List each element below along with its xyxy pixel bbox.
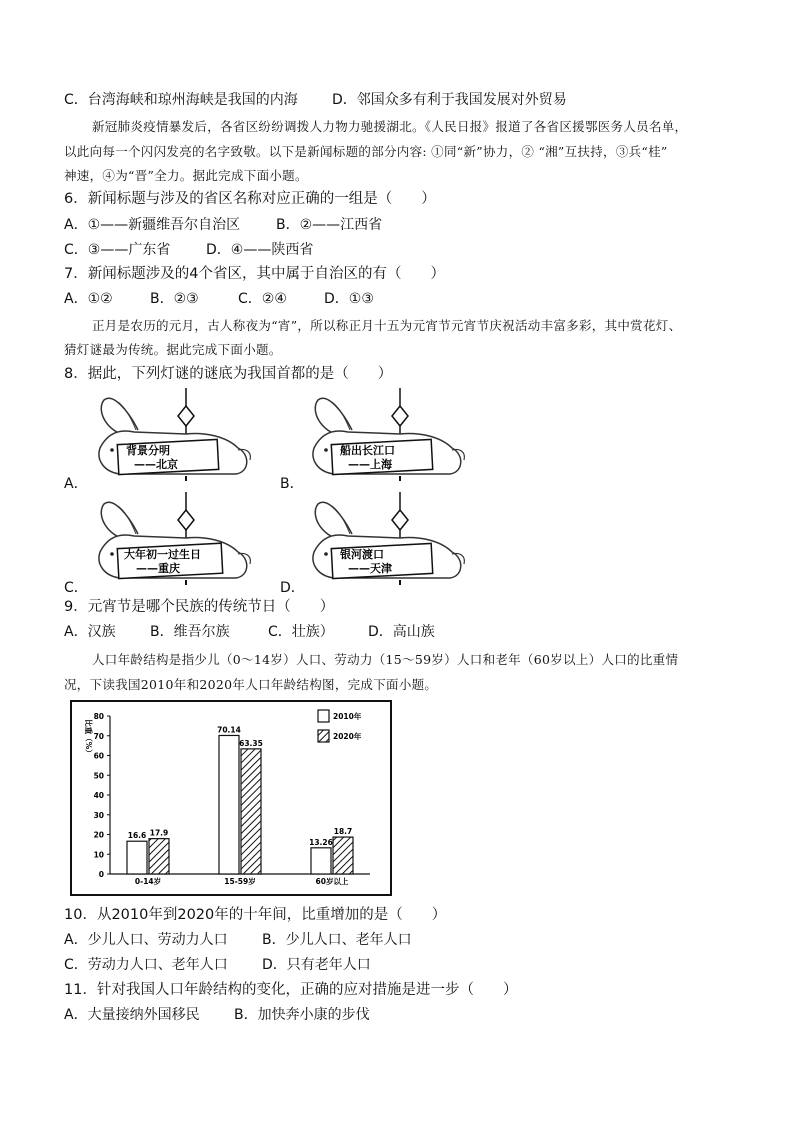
question-7: 7．新闻标题涉及的4个省区，其中属于自治区的有（ ） <box>64 266 445 282</box>
q7-option-a[interactable]: A．①② <box>64 291 113 307</box>
chart-y-tick-label: 80 <box>93 712 104 721</box>
chart-data-label: 18.7 <box>333 827 353 837</box>
chart-y-tick-label: 40 <box>93 791 104 800</box>
chart-y-tick-label: 70 <box>93 731 104 741</box>
material-1-line-3: 神速，④为“晋”全力。据此完成下面小题。 <box>64 168 308 183</box>
chart-data-label: 17.9 <box>149 828 169 838</box>
riddle-d-text: 银河渡口 <box>340 548 384 561</box>
q6-option-b[interactable]: B．②——江西省 <box>276 217 383 233</box>
question-11: 11．针对我国人口年龄结构的变化，正确的应对措施是进一步（ ） <box>64 982 518 998</box>
chart-bar <box>241 749 261 874</box>
q9-option-d[interactable]: D．高山族 <box>368 624 435 640</box>
q6-option-d[interactable]: D．④——陕西省 <box>206 242 314 258</box>
q8-option-c-letter[interactable]: C． <box>64 580 88 596</box>
chart-category-label: 15-59岁 <box>224 877 256 886</box>
chart-y-label: 比重（%） <box>84 719 93 757</box>
riddle-c-text: 大年初一过生日 <box>124 548 201 561</box>
q10-option-d[interactable]: D．只有老年人口 <box>262 957 371 973</box>
q7-option-b[interactable]: B．②③ <box>150 291 199 307</box>
chart-category-label: 60岁以上 <box>315 877 349 886</box>
chart-data-label: 70.14 <box>217 725 241 735</box>
q9-option-b[interactable]: B．维吾尔族 <box>150 624 230 640</box>
q10-option-a[interactable]: A．少儿人口、劳动力人口 <box>64 932 228 948</box>
chart-category-label: 0-14岁 <box>134 877 162 886</box>
riddle-d-answer: ——天津 <box>348 562 392 575</box>
q8-option-a-letter[interactable]: A． <box>64 476 88 492</box>
chart-data-label: 13.26 <box>309 837 333 847</box>
chart-data-label: 63.35 <box>239 738 263 748</box>
rabbit-lantern-d[interactable] <box>300 492 470 588</box>
chart-bar <box>127 841 147 874</box>
material-3-line-2: 况，下读我国2010年和2020年人口年龄结构图，完成下面小题。 <box>64 677 438 692</box>
chart-bar <box>219 735 239 874</box>
riddle-c-answer: ——重庆 <box>136 562 180 575</box>
q11-option-b[interactable]: B．加快奔小康的步伐 <box>234 1007 370 1023</box>
chart-data-label: 16.6 <box>127 831 147 841</box>
population-age-chart <box>70 700 392 896</box>
q9-option-c[interactable]: C．壮族） <box>268 624 334 640</box>
chart-y-tick-label: 20 <box>93 830 104 840</box>
material-2-line-1: 正月是农历的元月，古人称夜为“宵”，所以称正月十五为元宵节元宵节庆祝活动丰富多彩，其中赏花灯、 <box>92 318 682 333</box>
question-8: 8．据此，下列灯谜的谜底为我国首都的是（ ） <box>64 366 393 382</box>
riddle-b-answer: ——上海 <box>348 458 392 471</box>
rabbit-lantern-c[interactable] <box>86 492 256 588</box>
chart-legend-swatch <box>318 730 329 742</box>
population-age-chart-svg <box>70 700 392 896</box>
q10-option-c[interactable]: C．劳动力人口、老年人口 <box>64 957 228 973</box>
q8-option-b-letter[interactable]: B． <box>280 476 304 492</box>
question-9: 9．元宵节是哪个民族的传统节日（ ） <box>64 599 335 615</box>
chart-legend-swatch <box>318 710 329 722</box>
q6-option-c[interactable]: C．③——广东省 <box>64 242 171 258</box>
rabbit-lantern-a[interactable] <box>86 388 256 484</box>
rabbit-lantern-b[interactable] <box>300 388 470 484</box>
question-6: 6．新闻标题与涉及的省区名称对应正确的一组是（ ） <box>64 191 436 207</box>
chart-y-tick-label: 30 <box>93 810 104 820</box>
q11-option-a[interactable]: A．大量接纳外国移民 <box>64 1007 200 1023</box>
riddle-b-text: 船出长江口 <box>340 444 395 457</box>
chart-legend-label: 2010年 <box>333 712 362 721</box>
chart-y-tick-label: 10 <box>93 850 104 860</box>
riddle-a-text: 背景分明 <box>126 444 170 457</box>
q7-option-c[interactable]: C．②④ <box>238 291 287 307</box>
q6-option-a[interactable]: A．①——新疆维吾尔自治区 <box>64 217 241 233</box>
q5-option-d: D．邻国众多有利于我国发展对外贸易 <box>332 92 567 108</box>
chart-y-tick-label: 50 <box>93 771 104 781</box>
chart-bar <box>311 848 331 874</box>
q8-option-d-letter[interactable]: D． <box>280 580 305 596</box>
chart-y-tick-label: 0 <box>98 870 104 879</box>
q10-option-b[interactable]: B．少儿人口、老年人口 <box>262 932 412 948</box>
chart-legend-label: 2020年 <box>333 732 362 741</box>
chart-bar <box>149 839 169 874</box>
q5-option-c: C．台湾海峡和琼州海峡是我国的内海 <box>64 92 298 108</box>
material-3-line-1: 人口年龄结构是指少儿（0～14岁）人口、劳动力（15～59岁）人口和老年（60岁以上）人口的比重情 <box>92 652 679 667</box>
material-1-line-1: 新冠肺炎疫情暴发后，各省区纷纷调拨人力物力驰援湖北。《人民日报》报道了各省区援鄂医务人员名单， <box>92 119 688 134</box>
q9-option-a[interactable]: A．汉族 <box>64 624 116 640</box>
q7-option-d[interactable]: D．①③ <box>324 291 374 307</box>
question-10: 10．从2010年到2020年的十年间，比重增加的是（ ） <box>64 907 447 923</box>
material-1-line-2: 以此向每一个闪闪发亮的名字致敬。以下是新闻标题的部分内容: ①同“新”协力，② “湘”互扶持，③兵“桂” <box>64 144 668 159</box>
riddle-a-answer: ——北京 <box>134 458 178 471</box>
chart-bar <box>333 837 353 874</box>
chart-y-tick-label: 60 <box>93 751 104 761</box>
material-2-line-2: 猜灯谜最为传统。据此完成下面小题。 <box>64 342 282 357</box>
